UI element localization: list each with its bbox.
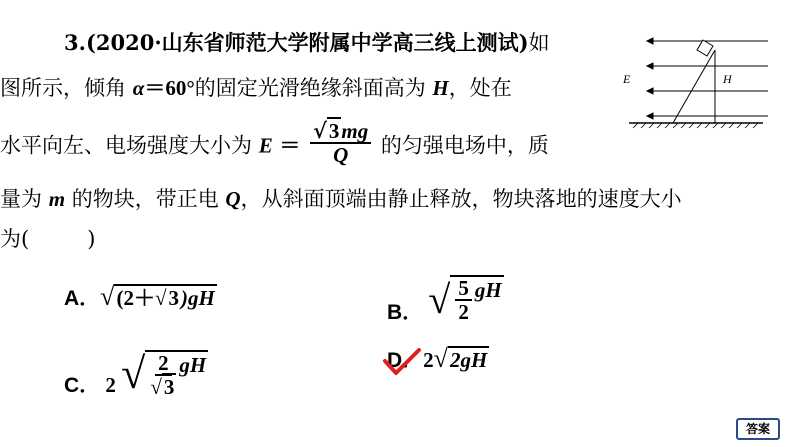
inner-radicand: 3 — [163, 375, 175, 400]
radicand-part: 2gH — [449, 348, 488, 372]
coefficient: 2 — [423, 348, 434, 372]
arrowhead-icon — [647, 113, 653, 119]
question-source: (2020·山东省师范大学附属中学高三线上测试) — [85, 30, 529, 55]
sqrt-icon: √ — [100, 282, 115, 311]
sqrt-icon: √ — [433, 344, 448, 373]
answer-button[interactable]: 答案 — [736, 418, 780, 440]
radicand — [450, 275, 503, 323]
equals-sign: ＝ — [144, 76, 166, 100]
sqrt-icon: √ — [313, 118, 327, 143]
incline-surface — [673, 50, 715, 123]
text-segment: ) — [87, 227, 96, 251]
angle-value: 60° — [165, 76, 195, 100]
text-segment: ，从斜面顶端由静止释放，物块落地的速度大小 — [240, 187, 682, 211]
mg-symbol: mg — [341, 119, 369, 143]
fraction-numerator: 2 — [155, 352, 172, 376]
text-segment: 量为 — [0, 187, 42, 211]
fraction — [455, 277, 472, 323]
alpha-symbol: α — [132, 76, 145, 100]
height-symbol: H — [432, 76, 449, 100]
fraction-denominator — [150, 376, 176, 398]
charge-symbol: Q — [225, 187, 241, 211]
mass-symbol: m — [48, 187, 66, 211]
field-fraction — [310, 120, 371, 166]
radicand-part: (2＋ — [116, 286, 155, 310]
arrowhead-icon — [647, 38, 653, 44]
question-line-1 — [64, 30, 550, 56]
sqrt-icon: √ — [150, 375, 162, 400]
radicand-part: gH — [179, 353, 207, 377]
equals-sign: ＝ — [279, 133, 301, 158]
option-letter: B． — [387, 301, 424, 324]
arrowhead-icon — [647, 88, 653, 94]
height-label: H — [723, 72, 732, 86]
question-line-2 — [0, 75, 512, 101]
option-c[interactable] — [64, 340, 208, 398]
option-letter: C． — [64, 374, 101, 397]
text-segment: 的匀强电场中，质 — [380, 133, 549, 158]
block — [697, 40, 713, 56]
sqrt-icon: √ — [121, 349, 146, 398]
text-segment: 的固定光滑绝缘斜面高为 — [194, 76, 426, 100]
field-label: E — [623, 72, 631, 86]
option-letter: D． — [387, 349, 424, 372]
check-mark-icon — [382, 347, 422, 377]
radicand-part: gH — [474, 278, 502, 302]
text-segment: ，处在 — [448, 76, 512, 100]
question-line-5 — [0, 226, 95, 252]
option-a[interactable] — [64, 282, 217, 312]
radicand: 3 — [328, 119, 340, 143]
question-number: 3. — [64, 30, 86, 55]
sqrt-icon: √ — [428, 277, 451, 322]
option-b[interactable] — [387, 268, 504, 323]
text-segment: 的物块，带正电 — [71, 187, 219, 211]
question-line-4 — [0, 186, 682, 212]
fraction-denominator: 2 — [458, 300, 469, 325]
text-segment: 如 — [528, 31, 550, 55]
radicand — [448, 346, 489, 372]
fraction — [150, 352, 176, 398]
arrowhead-icon — [647, 63, 653, 69]
fraction-numerator — [310, 120, 371, 144]
field-symbol: E — [258, 133, 273, 158]
inner-radicand: 3 — [168, 286, 179, 310]
radicand-part: )gH — [180, 286, 215, 310]
incline-diagram — [603, 28, 773, 134]
radicand — [114, 284, 216, 310]
text-segment: 图所示，倾角 — [0, 76, 126, 100]
text-segment: 为( — [0, 227, 30, 251]
radicand — [145, 350, 208, 398]
coefficient: 2 — [105, 373, 116, 397]
fraction-denominator: Q — [333, 143, 349, 167]
option-letter: A． — [64, 287, 101, 310]
question-line-3 — [0, 118, 549, 170]
sqrt-icon: √ — [154, 286, 167, 310]
text-segment: 水平向左、电场强度大小为 — [0, 133, 252, 158]
fraction-numerator: 5 — [455, 277, 472, 301]
